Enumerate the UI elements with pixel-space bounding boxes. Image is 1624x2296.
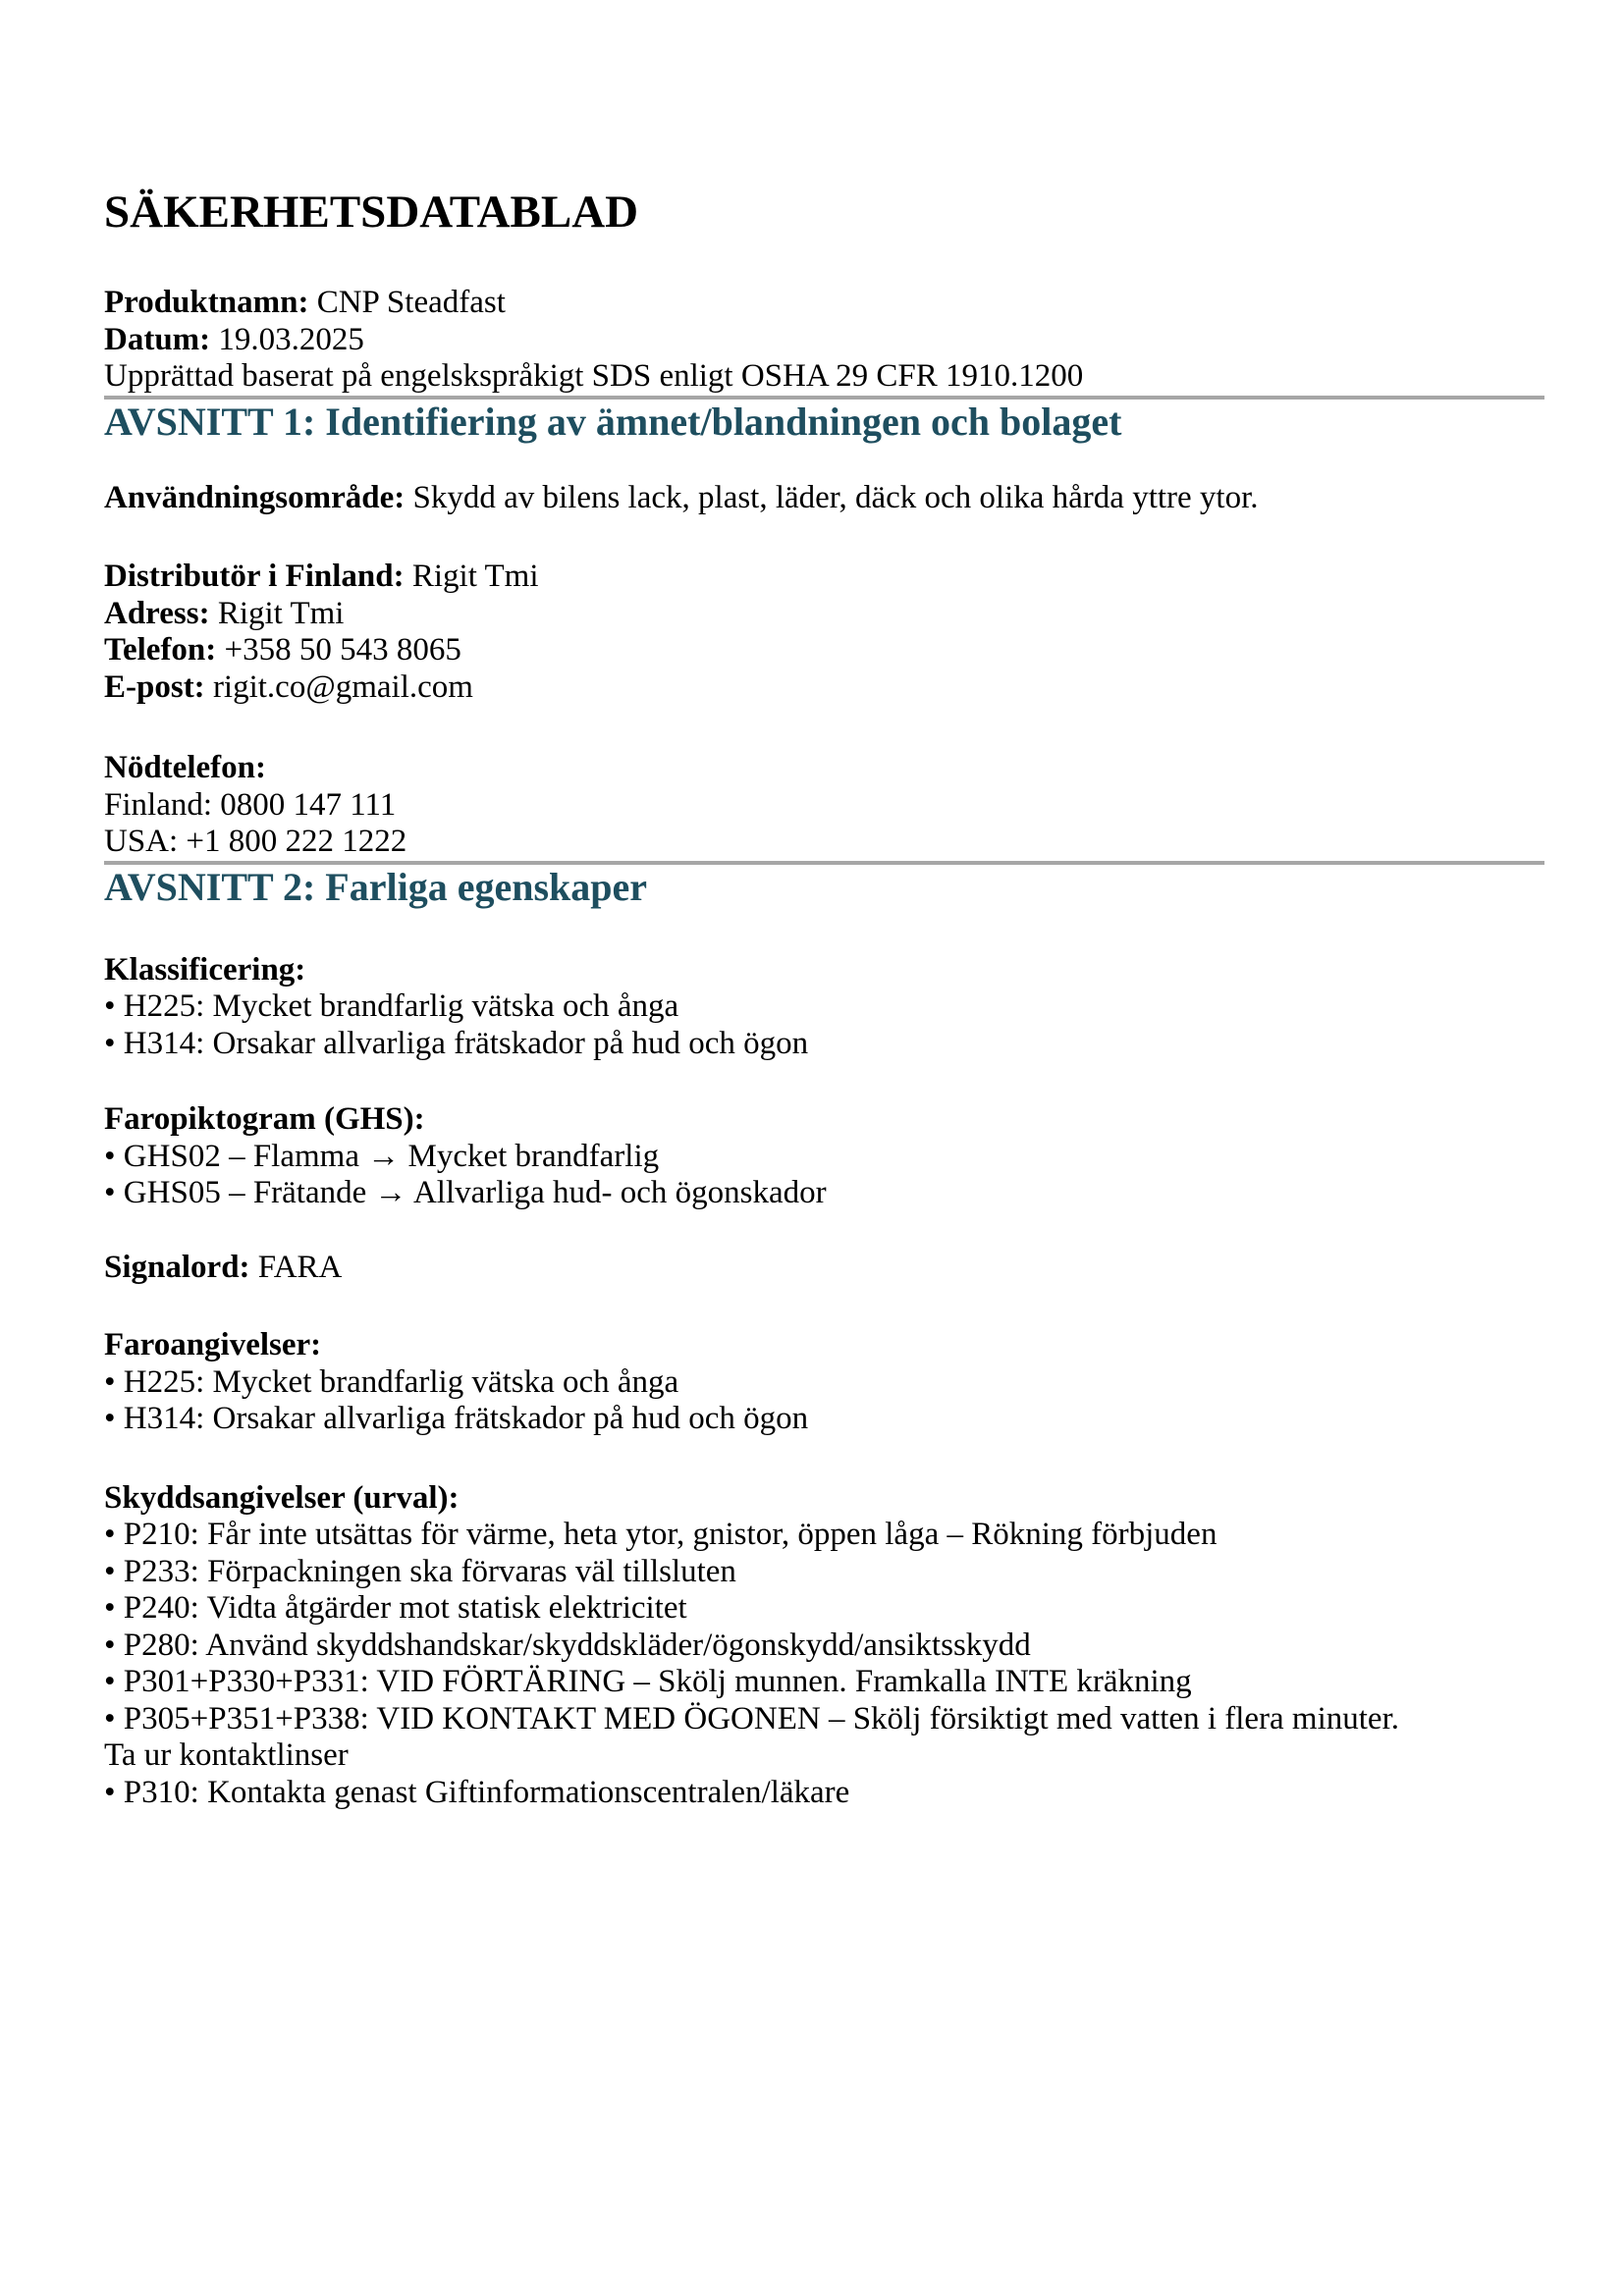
pictogram-item: • GHS05 – Frätande → Allvarliga hud- och ögonskador [104, 1175, 827, 1210]
signalword-block [104, 1250, 1544, 1287]
usage-label: Användningsområde: [104, 479, 406, 515]
precaution-item: • P240: Vidta åtgärder mot statisk elektricitet [104, 1590, 687, 1626]
precaution-statements-block [104, 1480, 1544, 1812]
pictogram-item: • GHS02 – Flamma → Mycket brandfarlig [104, 1138, 660, 1174]
signalword-line [104, 1250, 1544, 1287]
hazard-item: • H225: Mycket brandfarlig vätska och ånga [104, 1363, 679, 1400]
basis-line: Upprättad baserat på engelskspråkigt SDS enligt OSHA 29 CFR 1910.1200 [104, 358, 1084, 394]
phone-label: Telefon: [104, 632, 217, 667]
email-line [104, 669, 1544, 707]
product-value: CNP Steadfast [316, 285, 506, 320]
date-label: Datum: [104, 321, 211, 357]
precaution-item: • P310: Kontakta genast Giftinformationscentralen/läkare [104, 1774, 850, 1810]
address-line [104, 596, 1544, 633]
signalword-value: FARA [257, 1249, 343, 1285]
pictogram-heading-line [104, 1101, 1544, 1139]
classification-item: • H314: Orsakar allvarliga frätskador på hud och ögon [104, 1025, 809, 1061]
precaution-heading-line [104, 1480, 1544, 1518]
hazard-label: Faroangivelser: [104, 1327, 322, 1362]
usage-line [104, 480, 1544, 517]
email-value: rigit.co@gmail.com [212, 668, 473, 705]
distributor-label: Distributör i Finland: [104, 559, 405, 594]
precaution-item: • P210: Får inte utsättas för värme, heta ytor, gnistor, öppen låga – Rökning förbjuden [104, 1517, 1218, 1552]
emergency-usa-line: USA: +1 800 222 1222 [104, 824, 407, 859]
precaution-item: • P301+P330+P331: VID FÖRTÄRING – Skölj munnen. Framkalla INTE kräkning [104, 1664, 1192, 1699]
precaution-item: • P280: Använd skyddshandskar/skyddskläder/ögonskydd/ansiktsskydd [104, 1627, 1031, 1663]
product-line [104, 285, 1544, 322]
precaution-item: • P233: Förpackningen ska förvaras väl tillsluten [104, 1553, 736, 1589]
address-value: Rigit Tmi [217, 595, 345, 631]
email-label: E-post: [104, 668, 205, 705]
classification-block [104, 952, 1544, 1063]
usage-value: Skydd av bilens lack, plast, läder, däck och olika hårda yttre ytor. [412, 479, 1259, 515]
pictogram-block [104, 1101, 1544, 1212]
emergency-block [104, 750, 1544, 861]
product-label: Produktnamn: [104, 285, 309, 320]
hazard-item: • H314: Orsakar allvarliga frätskador på hud och ögon [104, 1401, 809, 1436]
section-2-heading: AVSNITT 2: Farliga egenskaper [104, 864, 648, 909]
classification-heading-line [104, 952, 1544, 989]
hazard-statements-block [104, 1327, 1544, 1438]
document-meta-block [104, 285, 1544, 396]
precaution-item-continuation: Ta ur kontaktlinser [104, 1737, 349, 1773]
usage-block [104, 480, 1544, 517]
address-label: Adress: [104, 595, 210, 631]
section-1-heading: AVSNITT 1: Identifiering av ämnet/blandningen och bolaget [104, 399, 1122, 444]
emergency-label: Nödtelefon: [104, 750, 266, 785]
precaution-label: Skyddsangivelser (urval): [104, 1479, 460, 1516]
signalword-label: Signalord: [104, 1249, 250, 1285]
distributor-block [104, 559, 1544, 706]
date-value: 19.03.2025 [218, 321, 364, 357]
document-title: SÄKERHETSDATABLAD [104, 187, 639, 238]
classification-item: • H225: Mycket brandfarlig vätska och ånga [104, 988, 679, 1024]
date-line [104, 322, 1544, 359]
distributor-line [104, 559, 1544, 596]
hazard-heading-line [104, 1327, 1544, 1364]
emergency-heading-line [104, 750, 1544, 787]
pictogram-label: Faropiktogram (GHS): [104, 1101, 425, 1137]
classification-label: Klassificering: [104, 951, 306, 988]
precaution-item: • P305+P351+P338: VID KONTAKT MED ÖGONEN – Skölj försiktigt med vatten i flera minuter. [104, 1700, 1400, 1736]
phone-line [104, 632, 1544, 669]
distributor-value: Rigit Tmi [411, 559, 539, 594]
emergency-finland-line: Finland: 0800 147 111 [104, 786, 397, 823]
phone-value: +358 50 543 8065 [224, 632, 461, 667]
